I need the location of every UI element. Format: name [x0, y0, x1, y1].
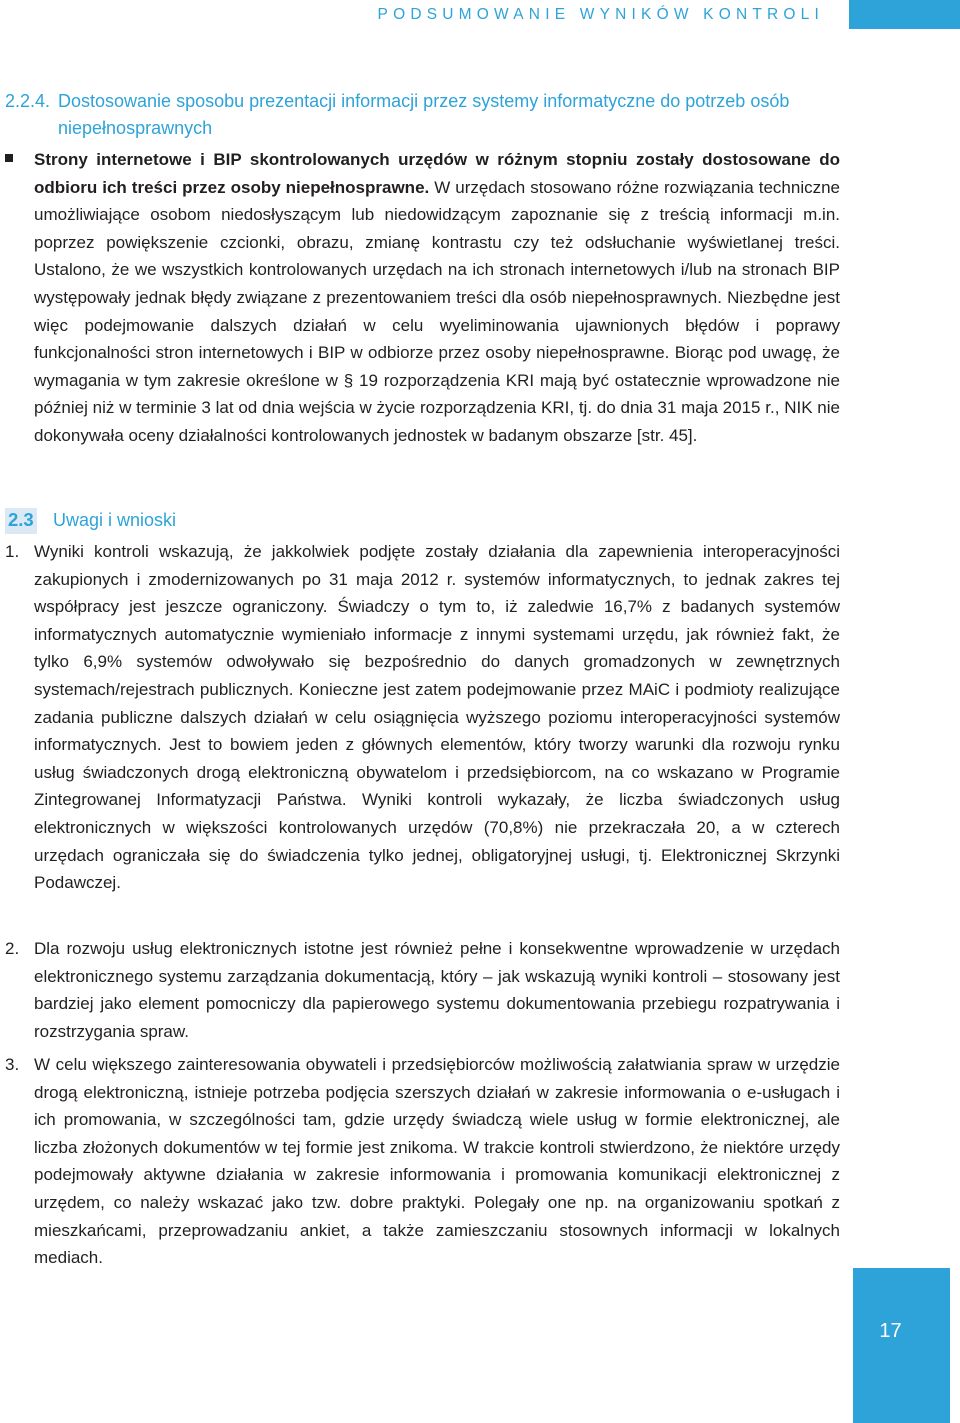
running-header: PODSUMOWANIE WYNIKÓW KONTROLI: [377, 6, 824, 23]
list-item-number: 3.: [5, 1055, 20, 1074]
section-number: 2.3: [8, 509, 34, 530]
section-title: Uwagi i wnioski: [53, 510, 177, 530]
bullet-paragraph: [34, 146, 840, 450]
list-item-text: Dla rozwoju usług elektronicznych istotne jest również pełne i konsekwentne wprowadzenie w urzędach elektronicznego systemu zarządzania dokumentacją, który – jak wskazują wyniki kontroli – stosowany jest bardziej jako element pomocniczy dla papierowego systemu dokumentowania przebiegu rozpatrywania i rozstrzygania spraw.: [34, 939, 840, 1041]
subsection-number: 2.2.4.: [5, 91, 51, 111]
bullet-body-text: W urzędach stosowano różne rozwiązania techniczne umożliwiające osobom niedosłyszącym lub niedowidzącym zapoznanie się z treścią informacji m.in. poprzez powiększenie czcionki, obrazu, zmianę kontrastu czy też odsłuchanie wyświetlanej treści. Ustalono, że we wszystkich kontrolowanych urzędach na ich stronach internetowych i/lub na stronach BIP występowały jednak błędy związane z prezentowaniem treści dla osób niepełnosprawnych. Niezbędne jest więc podejmowanie dalszych działań w celu wyeliminowania ujawnionych błędów i poprawy funkcjonalności stron internetowych i BIP w odbiorze przez osoby niepełnosprawne. Biorąc pod uwagę, że wymagania w tym zakresie określone w § 19 rozporządzenia KRI mają być ostatecznie wprowadzone nie później niż w terminie 3 lat od dnia wejścia w życie rozporządzenia KRI, tj. do dnia 31 maja 2015 r., NIK nie dokonywała oceny działalności kontrolowanych jednostek w badanym obszarze [str. 45].: [34, 177, 841, 445]
subsection-title: Dostosowanie sposobu prezentacji informacji przez systemy informatyczne do potrzeb osób niepełnosprawnych: [58, 91, 790, 138]
page-number-box: [853, 1268, 950, 1423]
list-item-number: 1.: [5, 542, 20, 561]
list-item-number: 2.: [5, 939, 20, 958]
page-number: 17: [879, 1320, 902, 1342]
square-bullet-icon: [5, 154, 13, 162]
bullet-lead-text: Strony internetowe i BIP skontrolowanych urzędów w różnym stopniu zostały dostosowane do odbioru ich treści przez osoby niepełnosprawne.: [34, 150, 840, 197]
list-item-text: W celu większego zainteresowania obywateli i przedsiębiorców możliwością załatwiania spraw w urzędzie drogą elektroniczną, istnieje potrzeba podjęcia szerszych działań w zakresie informowania o e-usługach i ich promowania, w szczególności tam, gdzie urzędy świadczą wiele usług w formie elektronicznej, ale liczba złożonych dokumentów w tej formie jest znikoma. W trakcie kontroli stwierdzono, że niektóre urzędy podejmowały aktywne działania w zakresie informowania i promowania komunikacji elektronicznej z urzędem, co należy wskazać jako tzw. dobre praktyki. Polegały one np. na organizowaniu spotkań z mieszkańcami, przeprowadzaniu ankiet, a także zamieszczaniu stosownych informacji w lokalnych mediach.: [34, 1055, 840, 1268]
list-item-text: Wyniki kontroli wskazują, że jakkolwiek podjęte zostały działania dla zapewnienia interoperacyjności zakupionych i zmodernizowanych po 31 maja 2012 r. systemów informatycznych, to jednak zakres tej współpracy jest jeszcze ograniczony. Świadczy o tym to, iż zaledwie 16,7% z badanych systemów informatycznych automatycznie wymieniało informacje z innymi systemami urzędu, jak również fakt, że tylko 6,9% systemów odwoływało się bezpośrednio do danych gromadzonych w zewnętrznych systemach/rejestrach publicznych. Konieczne jest zatem podejmowanie przez MAiC i podmioty realizujące zadania publiczne dalszych działań w celu osiągnięcia wyższego poziomu interoperacyjności systemów informatycznych. Jest to bowiem jeden z głównych elementów, który tworzy warunki dla rozwoju rynku usług świadczonych drogą elektroniczną obywatelom i przedsiębiorcom, na co wskazano w Programie Zintegrowanej Informatyzacji Państwa. Wyniki kontroli wykazały, że liczba świadczonych usług elektronicznych w większości kontrolowanych urzędów (70,8%) nie przekraczała 20, a w czterech urzędach ograniczała się do świadczenia tylko jednej, obligatoryjnej usługi, tj. Elektronicznej Skrzynki Podawczej.: [34, 542, 840, 893]
header-accent-bar: [849, 0, 960, 29]
